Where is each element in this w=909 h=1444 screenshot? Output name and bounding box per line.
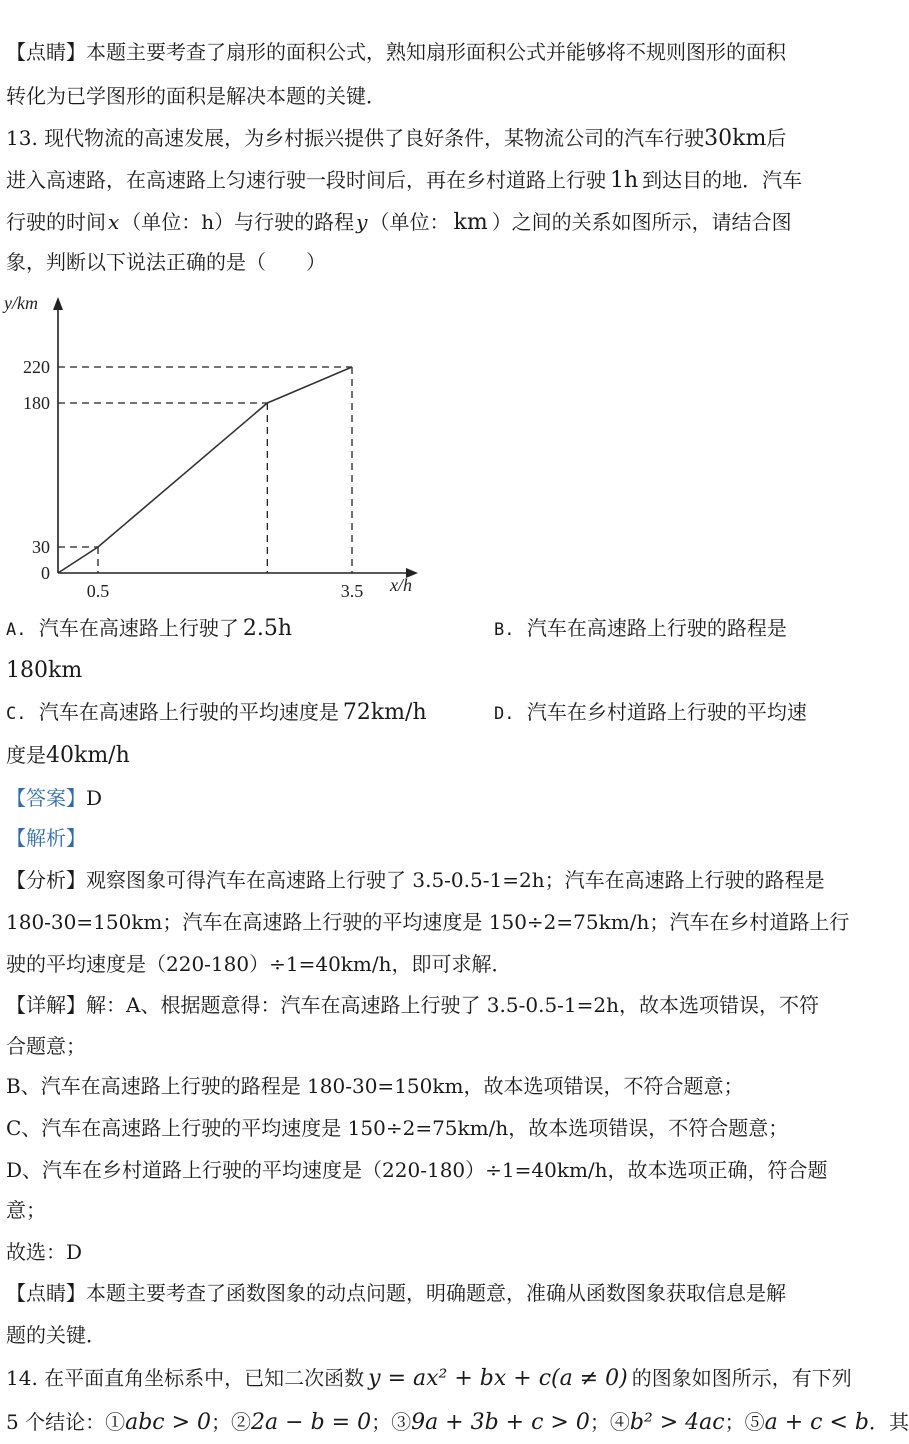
y-axis-label: y/km	[4, 293, 38, 313]
point-line1: 【点睛】本题主要考查了函数图象的动点问题，明确题意，准确从函数图象获取信息是解	[6, 1281, 786, 1305]
analysis-tag: 【解析】	[6, 826, 86, 850]
detail-line7: 故选：D	[6, 1240, 83, 1264]
answer-value: D	[86, 786, 103, 810]
analysis-line3: 驶的平均速度是（220-180）÷1=40km/h，即可求解．	[6, 952, 512, 976]
option-d-cont: 度是40km/h	[6, 743, 130, 768]
detail-line2: 合题意；	[6, 1034, 86, 1058]
option-b[interactable]: B. 汽车在高速路上行驶的路程是	[494, 616, 787, 640]
option-b-value: 180km	[6, 658, 83, 683]
q13-line1: 13. 现代物流的高速发展，为乡村振兴提供了良好条件，某物流公司的汽车行驶30km后	[6, 126, 787, 151]
answer-line	[6, 788, 102, 808]
series-line	[58, 367, 352, 573]
detail-line3: B、汽车在高速路上行驶的路程是 180-30=150km，故本选项错误，不符合题意；	[6, 1074, 744, 1098]
prev-point-line1: 【点睛】本题主要考查了扇形的面积公式，熟知扇形面积公式并能够将不规则图形的面积	[6, 40, 786, 64]
point-line2: 题的关键．	[6, 1323, 106, 1347]
x-tick-label: 0.5	[86, 581, 110, 601]
distance-time-chart	[0, 285, 440, 605]
option-a[interactable]: A. 汽车在高速路上行驶了 2.5h	[6, 616, 292, 641]
prev-point-tag: 【点睛】	[6, 40, 86, 64]
answer-tag: 【答案】	[6, 786, 86, 810]
q13-line3: 行驶的时间 x （单位：h）与行驶的路程 y （单位： km ）之间的关系如图所示，请结合图	[6, 210, 792, 235]
detail-line1: 【详解】解：A、根据题意得：汽车在高速路上行驶了 3.5-0.5-1=2h，故本选项错误，不符	[6, 993, 820, 1017]
y-axis-arrow	[53, 297, 63, 310]
q13-line2: 进入高速路，在高速路上匀速行驶一段时间后，再在乡村道路上行驶 1h 到达目的地．汽车	[6, 168, 803, 193]
y-tick-label: 180	[23, 393, 50, 413]
prev-point-line2: 转化为已学图形的面积是解决本题的关键．	[6, 84, 386, 108]
option-c[interactable]: C. 汽车在高速路上行驶的平均速度是 72km/h	[6, 700, 427, 725]
detail-line5: D、汽车在乡村道路上行驶的平均速度是（220-180）÷1=40km/h，故本选项正确，符合题	[6, 1158, 828, 1182]
q13-line4: 象，判断以下说法正确的是（ ）	[6, 250, 326, 274]
x-axis-label: x/h	[390, 575, 412, 595]
analysis-line1: 【分析】观察图象可得汽车在高速路上行驶了 3.5-0.5-1=2h；汽车在高速路上行驶的路程是	[6, 868, 825, 892]
y-tick-label: 220	[23, 357, 50, 377]
q14-line1: 14. 在平面直角坐标系中，已知二次函数 y = ax² + bx + c(a ≠ 0) 的图象如图所示，有下列	[6, 1366, 852, 1391]
quadratic-equation: y = ax² + bx + c(a ≠ 0)	[368, 1366, 628, 1391]
detail-line4: C、汽车在高速路上行驶的平均速度是 150÷2=75km/h，故本选项错误，不符合题意；	[6, 1116, 789, 1140]
origin-label: 0	[41, 563, 50, 583]
analysis-line2: 180-30=150km；汽车在高速路上行驶的平均速度是 150÷2=75km/h；汽车在乡村道路上行	[6, 910, 850, 934]
q14-line2: 5 个结论：①abc > 0；②2a − b = 0；③9a + 3b + c > 0；④b² > 4ac；⑤a + c < b．其	[6, 1410, 909, 1435]
option-d[interactable]: D. 汽车在乡村道路上行驶的平均速	[494, 700, 807, 724]
y-tick-label: 30	[32, 537, 50, 557]
detail-line6: 意；	[6, 1198, 46, 1222]
x-tick-label: 3.5	[340, 581, 364, 601]
